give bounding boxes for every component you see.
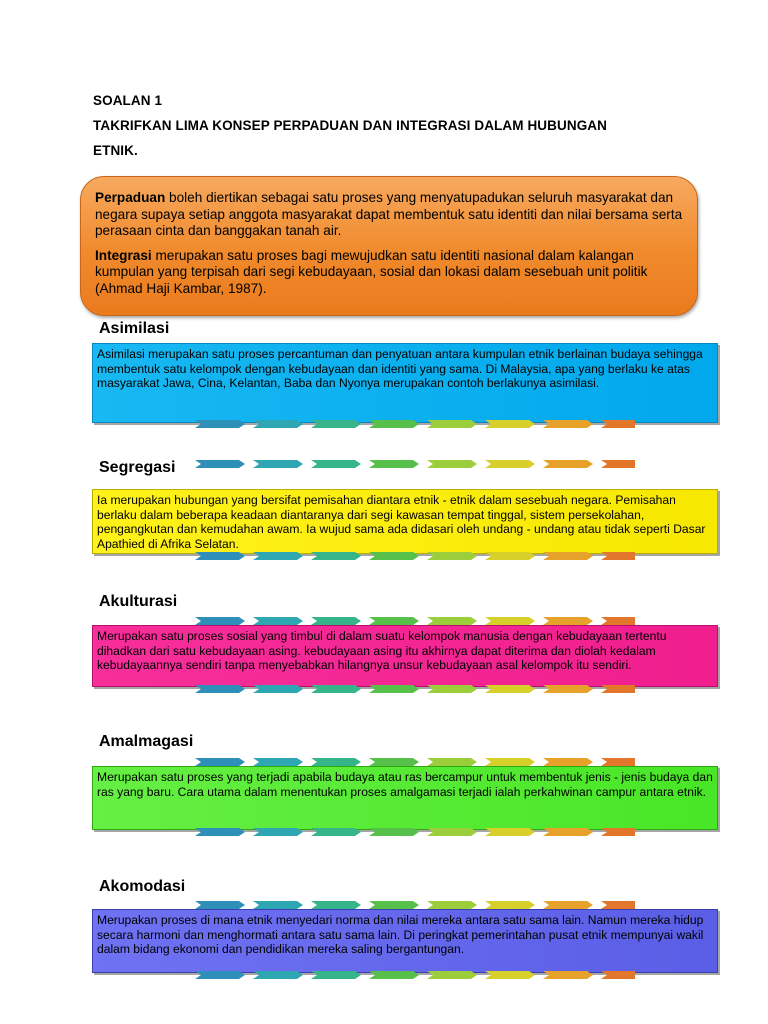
chevron-arrow-icon — [369, 617, 419, 625]
section-text-akomodasi: Merupakan proses di mana etnik menyedari norma dan nilai mereka antara satu sama lain. Namun mereka hidup secara harmoni dan menghormati antara satu sama lain. Di peringkat pemerintahan pusat etnik mempunyai wakil dalam bidang ekonomi dan pendidikan mereka saling bergantungan. — [97, 913, 704, 957]
chevron-arrow-icon — [311, 901, 361, 909]
section-title-akomodasi: Akomodasi — [99, 878, 186, 895]
chevron-arrow-icon — [369, 420, 419, 428]
chevron-arrow-icon — [543, 617, 593, 625]
intro-box — [80, 176, 698, 316]
chevron-arrow-icon — [427, 460, 477, 468]
chevron-arrow-icon — [485, 828, 535, 836]
chevron-arrow-icon — [253, 758, 303, 766]
section-title-akulturasi: Akulturasi — [99, 593, 178, 610]
chevron-arrow-icon — [427, 420, 477, 428]
chevron-arrow-icon — [195, 901, 245, 909]
chevron-arrow-icon — [311, 617, 361, 625]
arrow-strip-4b — [195, 827, 635, 837]
chevron-arrow-icon — [195, 828, 245, 836]
chevron-arrow-icon — [311, 971, 361, 979]
chevron-arrow-icon — [601, 901, 635, 909]
section-text-amalmagasi: Merupakan satu proses yang terjadi apabila budaya atau ras bercampur untuk membentuk jenis - jenis budaya dan ras yang baru. Cara utama dalam menentukan proses amalgamasi terjadi ialah perkahwinan campur antara etnik. — [97, 770, 713, 799]
section-card-amalmagasi — [92, 766, 718, 830]
chevron-arrow-icon — [485, 685, 535, 693]
question-line-2: ETNIK. — [93, 143, 138, 158]
chevron-arrow-icon — [253, 828, 303, 836]
chevron-arrow-icon — [485, 971, 535, 979]
chevron-arrow-icon — [601, 828, 635, 836]
chevron-arrow-icon — [601, 685, 635, 693]
chevron-arrow-icon — [427, 901, 477, 909]
section-title-segregasi: Segregasi — [99, 459, 176, 476]
chevron-arrow-icon — [311, 758, 361, 766]
chevron-arrow-icon — [253, 552, 303, 560]
chevron-arrow-icon — [601, 617, 635, 625]
chevron-arrow-icon — [543, 460, 593, 468]
perpaduan-text: boleh diertikan sebagai satu proses yang menyatupadukan seluruh masyarakat dan negara supaya setiap anggota masyarakat dapat membentuk satu identiti dan nilai bersama serta perasaan cinta dan banggakan tanah air. — [95, 190, 683, 238]
perpaduan-definition — [95, 190, 683, 240]
chevron-arrow-icon — [369, 685, 419, 693]
chevron-arrow-icon — [253, 685, 303, 693]
chevron-arrow-icon — [543, 901, 593, 909]
chevron-arrow-icon — [195, 420, 245, 428]
chevron-arrow-icon — [253, 420, 303, 428]
arrow-strip-2b — [195, 551, 635, 561]
section-text-segregasi: Ia merupakan hubungan yang bersifat pemisahan diantara etnik - etnik dalam sesebuah negara. Pemisahan berlaku dalam beberapa keadaan diantaranya dari segi kawasan tempat tinggal, sistem persekolahan, pengangkutan dan kemudahan awam. Ia wujud sama ada didasari oleh undang - undang atau tidak seperti Dasar Apathied di Afrika Selatan. — [97, 493, 706, 551]
chevron-arrow-icon — [311, 828, 361, 836]
chevron-arrow-icon — [427, 685, 477, 693]
chevron-arrow-icon — [195, 460, 245, 468]
perpaduan-term: Perpaduan — [95, 190, 166, 205]
chevron-arrow-icon — [369, 460, 419, 468]
chevron-arrow-icon — [543, 828, 593, 836]
chevron-arrow-icon — [195, 685, 245, 693]
section-card-akomodasi — [92, 909, 718, 973]
chevron-arrow-icon — [369, 971, 419, 979]
section-title-amalmagasi: Amalmagasi — [99, 733, 194, 750]
chevron-arrow-icon — [427, 971, 477, 979]
chevron-arrow-icon — [369, 758, 419, 766]
chevron-arrow-icon — [253, 901, 303, 909]
chevron-arrow-icon — [195, 617, 245, 625]
chevron-arrow-icon — [543, 552, 593, 560]
section-card-asimilasi — [92, 343, 718, 423]
chevron-arrow-icon — [427, 617, 477, 625]
chevron-arrow-icon — [311, 420, 361, 428]
integrasi-definition — [95, 248, 683, 298]
chevron-arrow-icon — [311, 552, 361, 560]
chevron-arrow-icon — [427, 552, 477, 560]
chevron-arrow-icon — [195, 971, 245, 979]
chevron-arrow-icon — [195, 552, 245, 560]
chevron-arrow-icon — [253, 971, 303, 979]
section-text-asimilasi: Asimilasi merupakan satu proses percantuman dan penyatuan antara kumpulan etnik berlainan budaya sehingga membentuk satu kelompok dengan kebudayaan dan identiti yang sama. Di Malaysia, apa yang berlaku ke atas masyarakat Jawa, Cina, Kelantan, Baba dan Nyonya merupakan contoh berlakunya asimilasi. — [97, 347, 703, 391]
integrasi-text: merupakan satu proses bagi mewujudkan satu identiti nasional dalam kalangan kumpulan yang terpisah dari segi kebudayaan, sosial dan lokasi dalam sesebuah unit politik (Ahmad Haji Kambar, 1987). — [95, 247, 648, 296]
question-line-1: TAKRIFKAN LIMA KONSEP PERPADUAN DAN INTEGRASI DALAM HUBUNGAN — [93, 118, 607, 133]
arrow-strip-5b — [195, 970, 635, 980]
chevron-arrow-icon — [485, 901, 535, 909]
chevron-arrow-icon — [543, 420, 593, 428]
chevron-arrow-icon — [601, 460, 635, 468]
integrasi-term: Integrasi — [95, 247, 152, 263]
section-text-akulturasi: Merupakan satu proses sosial yang timbul di dalam suatu kelompok manusia dengan kebudayaan tertentu dihadkan dari satu kebudayaan asing. kebudayaan asing itu akhirnya dapat diterima dan diolah kedalam kebudayaannya sendiri tanpa menyebabkan hilangnya unsur kebudayaan asal kelompok itu sendiri. — [97, 629, 667, 673]
chevron-arrow-icon — [369, 552, 419, 560]
chevron-arrow-icon — [427, 828, 477, 836]
chevron-arrow-icon — [369, 901, 419, 909]
chevron-arrow-icon — [485, 758, 535, 766]
chevron-arrow-icon — [543, 685, 593, 693]
arrow-strip-1 — [195, 419, 635, 429]
question-number: SOALAN 1 — [93, 93, 163, 108]
chevron-arrow-icon — [601, 420, 635, 428]
chevron-arrow-icon — [311, 685, 361, 693]
chevron-arrow-icon — [601, 758, 635, 766]
chevron-arrow-icon — [485, 460, 535, 468]
chevron-arrow-icon — [311, 460, 361, 468]
arrow-strip-3b — [195, 684, 635, 694]
chevron-arrow-icon — [601, 971, 635, 979]
arrow-strip-2a — [195, 459, 635, 469]
chevron-arrow-icon — [485, 552, 535, 560]
chevron-arrow-icon — [601, 552, 635, 560]
section-card-segregasi — [92, 489, 718, 554]
chevron-arrow-icon — [543, 758, 593, 766]
chevron-arrow-icon — [253, 617, 303, 625]
chevron-arrow-icon — [195, 758, 245, 766]
chevron-arrow-icon — [253, 460, 303, 468]
chevron-arrow-icon — [369, 828, 419, 836]
chevron-arrow-icon — [485, 420, 535, 428]
chevron-arrow-icon — [485, 617, 535, 625]
chevron-arrow-icon — [543, 971, 593, 979]
chevron-arrow-icon — [427, 758, 477, 766]
section-card-akulturasi — [92, 625, 718, 687]
section-title-asimilasi: Asimilasi — [99, 320, 170, 337]
